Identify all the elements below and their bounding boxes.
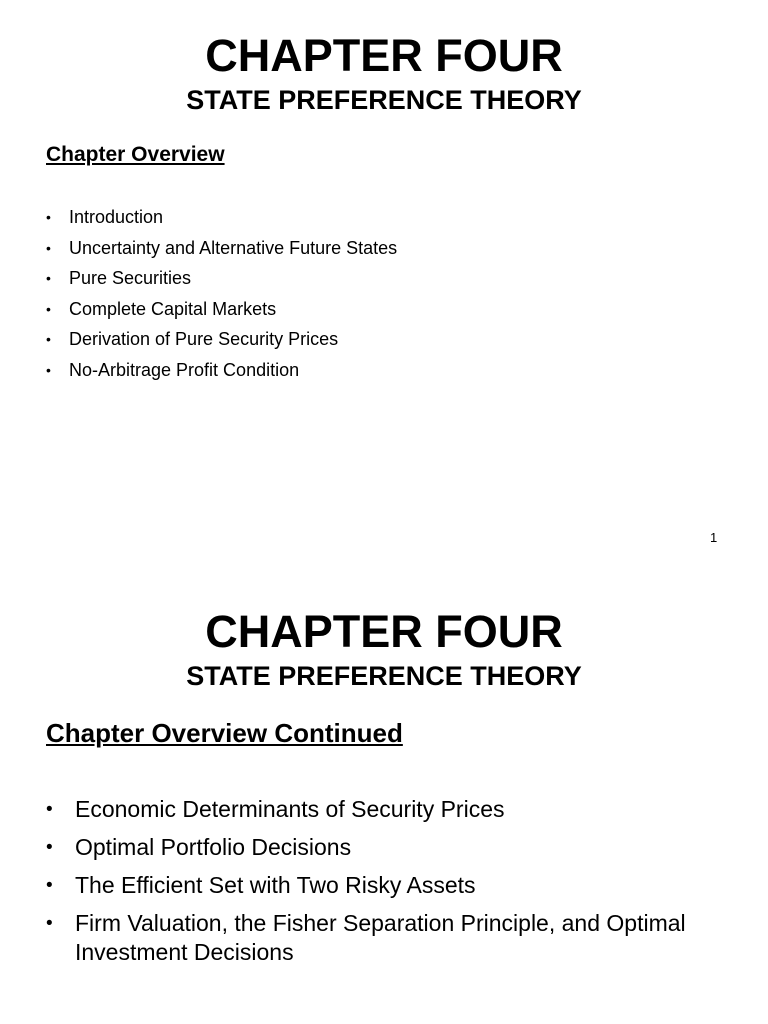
list-item [46,237,726,259]
slide-title: CHAPTER FOUR [205,606,563,657]
list-item [46,359,726,381]
list-item [46,267,726,289]
bullet-icon: • [46,361,51,378]
bullet-icon: • [46,239,51,256]
list-item-text: Pure Securities [69,268,192,288]
list-item [46,206,726,228]
bullet-icon: • [46,837,53,858]
list-item [46,909,726,967]
list-item-text: Complete Capital Markets [69,298,277,319]
slide-2 [0,576,768,1024]
section-heading: Chapter Overview Continued [46,718,403,748]
bullet-icon: • [46,300,51,317]
list-item [46,328,726,350]
list-item [46,871,726,900]
bullet-icon: • [46,270,51,286]
slide-title: CHAPTER FOUR [205,30,563,81]
slide-subtitle: STATE PREFERENCE THEORY [186,85,582,115]
bullet-icon: • [46,875,53,896]
list-item-text: Optimal Portfolio Decisions [75,834,352,860]
bullet-icon: • [46,209,51,225]
bullet-list [46,206,726,389]
bullet-icon: • [46,913,53,934]
list-item-text: Firm Valuation, the Fisher Separation Principle, and Optimal Investment Decisions [75,910,686,965]
list-item-text: Introduction [69,207,164,227]
list-item-text: Economic Determinants of Security Prices [75,796,505,822]
bullet-icon: • [46,331,51,347]
bullet-icon: • [46,799,53,820]
slide-subtitle: STATE PREFERENCE THEORY [186,661,582,691]
bullet-list [46,795,726,976]
list-item-text: No-Arbitrage Profit Condition [69,359,300,380]
list-item [46,833,726,862]
section-heading: Chapter Overview [46,143,225,166]
list-item [46,795,726,824]
list-item-text: Derivation of Pure Security Prices [69,329,339,349]
list-item-text: The Efficient Set with Two Risky Assets [75,872,476,898]
list-item-text: Uncertainty and Alternative Future States [69,237,398,258]
list-item [46,298,726,320]
page-number: 1 [710,530,718,545]
